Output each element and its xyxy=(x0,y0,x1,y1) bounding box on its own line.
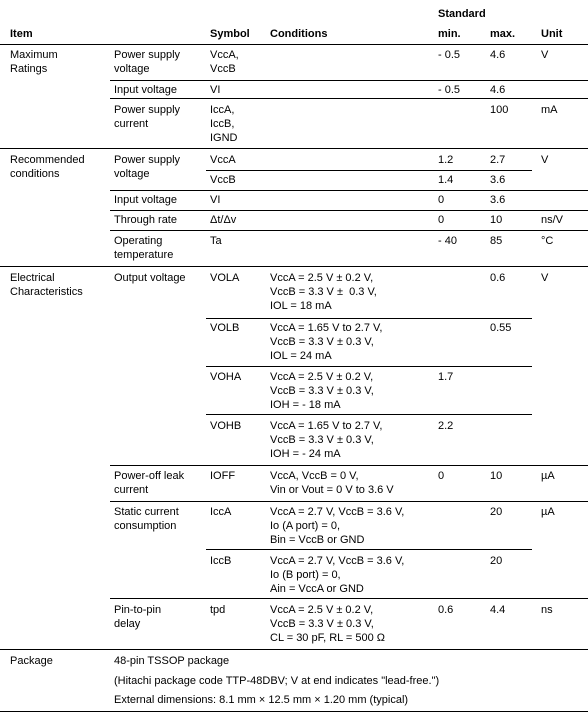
rule-line xyxy=(110,190,588,191)
min-value: - 40 xyxy=(438,235,457,247)
symbol-cell: VI xyxy=(210,194,221,206)
unit-cell: µA xyxy=(541,470,555,482)
symbol-cell: Ta xyxy=(210,235,222,247)
rule-line xyxy=(206,549,532,550)
rule-section xyxy=(0,266,588,267)
param-label: Static current consumption xyxy=(114,506,179,532)
package-line: External dimensions: 8.1 mm × 12.5 mm × 1.20 mm (typical) xyxy=(114,694,409,706)
unit-cell: mA xyxy=(541,104,558,116)
header-conditions: Conditions xyxy=(270,28,328,40)
section-item-label: Package xyxy=(10,655,53,667)
min-value: 1.4 xyxy=(438,174,454,186)
symbol-cell: IccA xyxy=(210,506,232,518)
max-value: 85 xyxy=(490,235,503,247)
max-value: 4.4 xyxy=(490,604,506,616)
max-value: 0.55 xyxy=(490,322,512,334)
conditions-cell: VccA = 2.5 V ± 0.2 V, VccB = 3.3 V ± 0.3 V, IOH = - 18 mA xyxy=(270,371,374,411)
rule-line xyxy=(110,80,588,81)
unit-cell: ns/V xyxy=(541,214,564,226)
max-value: 3.6 xyxy=(490,194,506,206)
conditions-cell: VccA = 1.65 V to 2.7 V, VccB = 3.3 V ± 0.3 V, IOL = 24 mA xyxy=(270,322,383,362)
symbol-cell: VOLA xyxy=(210,272,240,284)
conditions-cell: VccA = 1.65 V to 2.7 V, VccB = 3.3 V ± 0.3 V, IOH = - 24 mA xyxy=(270,420,383,460)
rule-line xyxy=(110,230,588,231)
package-line: (Hitachi package code TTP-48DBV; V at end indicates "lead-free.") xyxy=(114,675,440,687)
min-value: 0.6 xyxy=(438,604,454,616)
section-item-label: Recommended conditions xyxy=(10,154,85,180)
unit-cell: V xyxy=(541,154,549,166)
param-label: Pin-to-pin delay xyxy=(114,604,162,630)
param-label: Power-off leak current xyxy=(114,470,185,496)
symbol-cell: Δt/Δv xyxy=(210,214,237,226)
min-value: 1.7 xyxy=(438,371,454,383)
rule-line xyxy=(110,210,588,211)
rule-line xyxy=(110,501,588,502)
header-symbol: Symbol xyxy=(210,28,250,40)
conditions-cell: VccA = 2.7 V, VccB = 3.6 V, Io (A port) = 0, Bin = VccB or GND xyxy=(270,506,405,546)
symbol-cell: VOHB xyxy=(210,420,242,432)
section-item-label: Electrical Characteristics xyxy=(10,272,83,298)
symbol-cell: IccA, IccB, IGND xyxy=(210,104,238,144)
min-value: 0 xyxy=(438,194,445,206)
unit-cell: ns xyxy=(541,604,553,616)
rule-header xyxy=(0,44,588,45)
max-value: 10 xyxy=(490,470,503,482)
symbol-cell: VOLB xyxy=(210,322,240,334)
rule-section xyxy=(0,649,588,650)
min-value: 0 xyxy=(438,470,445,482)
max-value: 10 xyxy=(490,214,503,226)
param-label: Output voltage xyxy=(114,272,186,284)
symbol-cell: VOHA xyxy=(210,371,242,383)
symbol-cell: VccA xyxy=(210,154,236,166)
max-value: 3.6 xyxy=(490,174,506,186)
min-value: - 0.5 xyxy=(438,84,461,96)
header-unit: Unit xyxy=(541,28,563,40)
rule-line xyxy=(206,414,532,415)
rule-section xyxy=(0,148,588,149)
section-item-label: Maximum Ratings xyxy=(10,49,58,75)
unit-cell: µA xyxy=(541,506,555,518)
conditions-cell: VccA = 2.5 V ± 0.2 V, VccB = 3.3 V ± 0.3 V, IOL = 18 mA xyxy=(270,272,377,312)
unit-cell: V xyxy=(541,272,549,284)
rule-line xyxy=(110,465,588,466)
min-value: 0 xyxy=(438,214,445,226)
min-value: 1.2 xyxy=(438,154,454,166)
param-label: Power supply voltage xyxy=(114,154,181,180)
header-min: min. xyxy=(438,28,461,40)
param-label: Input voltage xyxy=(114,84,177,96)
max-value: 100 xyxy=(490,104,509,116)
unit-cell: °C xyxy=(541,235,554,247)
conditions-cell: VccA = 2.7 V, VccB = 3.6 V, Io (B port) = 0, Ain = VccA or GND xyxy=(270,555,405,595)
param-label: Through rate xyxy=(114,214,177,226)
rule-line xyxy=(110,98,588,99)
max-value: 20 xyxy=(490,506,503,518)
param-label: Operating temperature xyxy=(114,235,174,261)
header-max: max. xyxy=(490,28,516,40)
symbol-cell: IOFF xyxy=(210,470,236,482)
symbol-cell: VI xyxy=(210,84,221,96)
min-value: - 0.5 xyxy=(438,49,461,61)
rule-line xyxy=(206,170,532,171)
param-label: Power supply current xyxy=(114,104,181,130)
conditions-cell: VccA, VccB = 0 V, Vin or Vout = 0 V to 3.6 V xyxy=(270,470,394,496)
rule-bottom xyxy=(0,711,588,712)
package-line: 48-pin TSSOP package xyxy=(114,655,230,667)
max-value: 20 xyxy=(490,555,503,567)
conditions-cell: VccA = 2.5 V ± 0.2 V, VccB = 3.3 V ± 0.3 V, CL = 30 pF, RL = 500 Ω xyxy=(270,604,386,644)
symbol-cell: tpd xyxy=(210,604,226,616)
header-standard: Standard xyxy=(438,8,486,20)
symbol-cell: VccB xyxy=(210,174,236,186)
rule-line xyxy=(206,318,532,319)
unit-cell: V xyxy=(541,49,549,61)
max-value: 0.6 xyxy=(490,272,506,284)
symbol-cell: VccA, VccB xyxy=(210,49,239,75)
rule-line xyxy=(110,598,588,599)
max-value: 2.7 xyxy=(490,154,506,166)
param-label: Power supply voltage xyxy=(114,49,181,75)
header-item: Item xyxy=(10,28,33,40)
max-value: 4.6 xyxy=(490,49,506,61)
rule-line xyxy=(206,366,532,367)
min-value: 2.2 xyxy=(438,420,454,432)
max-value: 4.6 xyxy=(490,84,506,96)
param-label: Input voltage xyxy=(114,194,177,206)
symbol-cell: IccB xyxy=(210,555,232,567)
